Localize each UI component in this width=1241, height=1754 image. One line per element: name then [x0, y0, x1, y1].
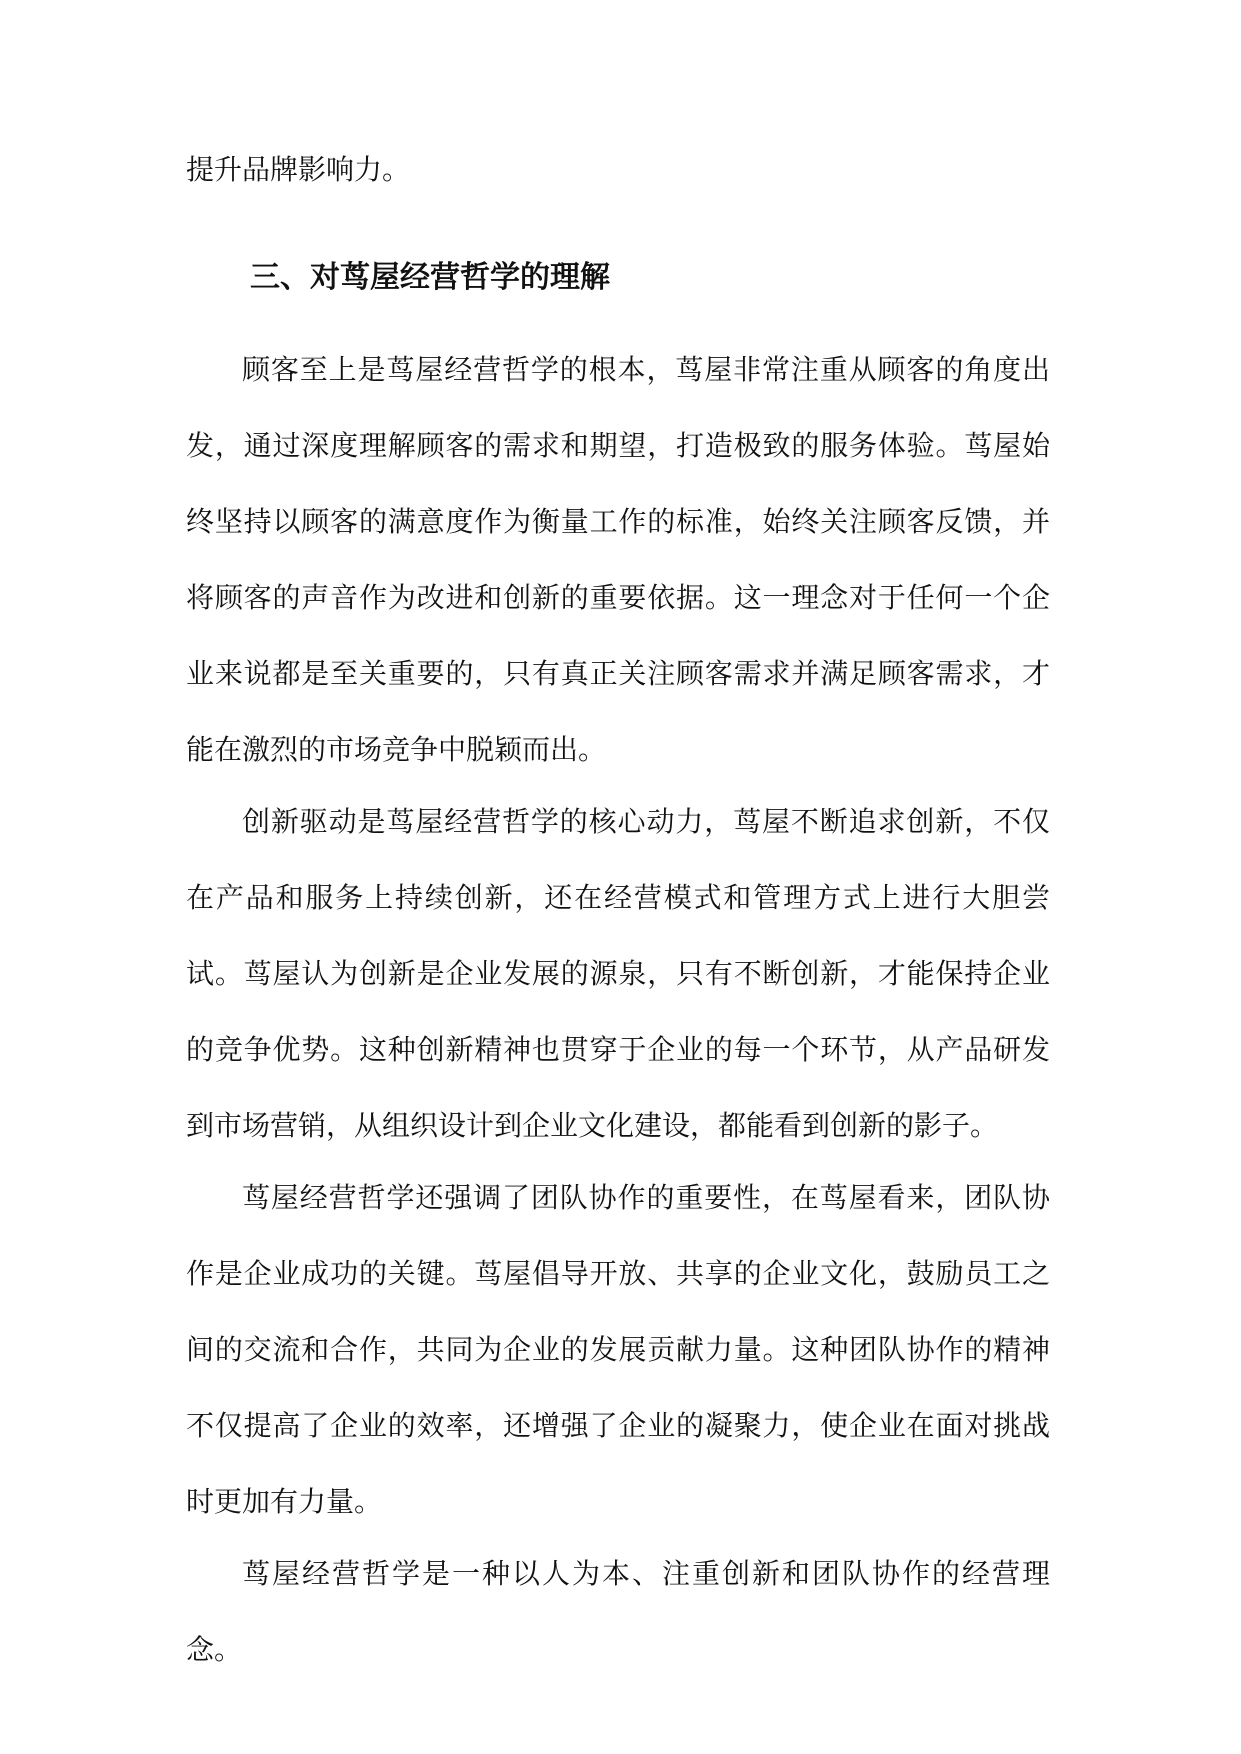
- paragraph-customer-first: 顾客至上是茑屋经营哲学的根本，茑屋非常注重从顾客的角度出发，通过深度理解顾客的需求和期望，打造极致的服务体验。茑屋始终坚持以顾客的满意度作为衡量工作的标准，始终关注顾客反馈，并将顾客的声音作为改进和创新的重要依据。这一理念对于任何一个企业来说都是至关重要的，只有真正关注顾客需求并满足顾客需求，才能在激烈的市场竞争中脱颖而出。: [186, 353, 1050, 766]
- paragraph-innovation: 创新驱动是茑屋经营哲学的核心动力，茑屋不断追求创新，不仅在产品和服务上持续创新，还在经营模式和管理方式上进行大胆尝试。茑屋认为创新是企业发展的源泉，只有不断创新，才能保持企业的竞争优势。这种创新精神也贯穿于企业的每一个环节，从产品研发到市场营销，从组织设计到企业文化建设，都能看到创新的影子。: [186, 805, 1050, 1142]
- paragraph-summary: 茑屋经营哲学是一种以人为本、注重创新和团队协作的经营理念。: [186, 1557, 1050, 1666]
- section-heading: 三、对茑屋经营哲学的理解: [250, 260, 610, 295]
- paragraph-teamwork: 茑屋经营哲学还强调了团队协作的重要性，在茑屋看来，团队协作是企业成功的关键。茑屋倡导开放、共享的企业文化，鼓励员工之间的交流和合作，共同为企业的发展贡献力量。这种团队协作的精神不仅提高了企业的效率，还增强了企业的凝聚力，使企业在面对挑战时更加有力量。: [186, 1181, 1050, 1518]
- continuation-text: 提升品牌影响力。: [186, 153, 411, 186]
